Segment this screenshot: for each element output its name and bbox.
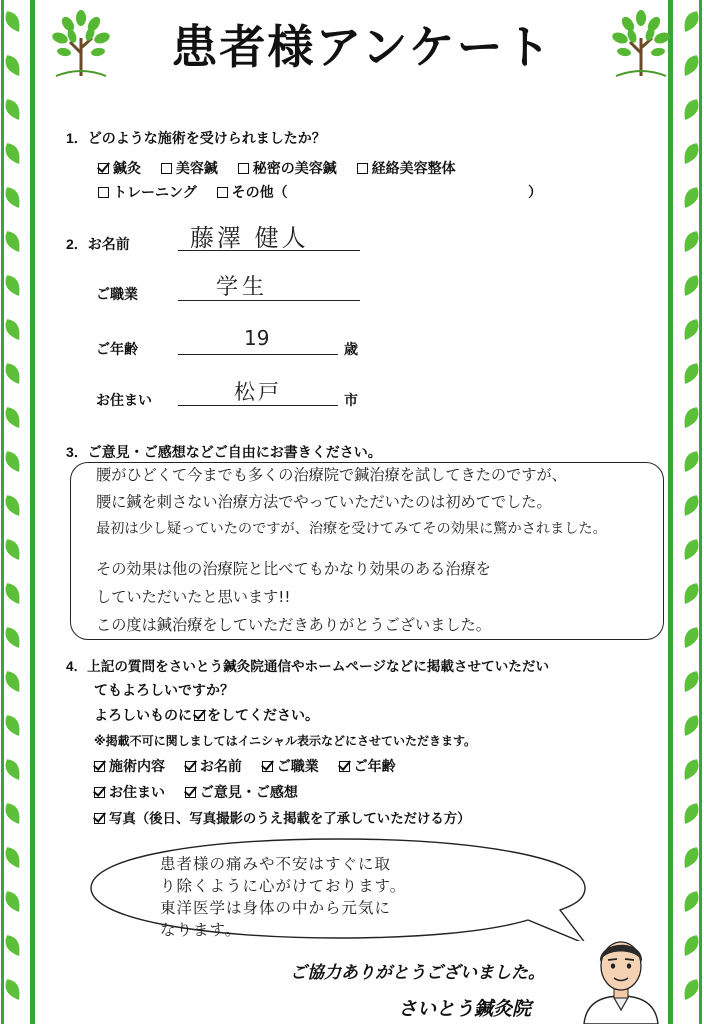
clinic-name: さいとう鍼灸院 bbox=[398, 998, 532, 1020]
leaf-icon bbox=[680, 8, 702, 35]
publish-option-address[interactable]: お住まい bbox=[94, 782, 165, 802]
publish-option-job[interactable]: ご職業 bbox=[262, 756, 319, 776]
q4-options-row-2 bbox=[94, 782, 314, 802]
page-title: 患者様アンケート bbox=[171, 20, 553, 74]
leaf-icon bbox=[680, 448, 702, 475]
checkbox-beauty-needle[interactable] bbox=[161, 163, 172, 174]
q4-instruction: よろしいものに をしてください。 bbox=[94, 707, 319, 723]
leaf-icon bbox=[680, 536, 702, 563]
comment-line: 腰がひどくて今までも多くの治療院で鍼治療を試してきたのですが、 bbox=[96, 466, 567, 484]
option-other[interactable]: その他（ bbox=[217, 182, 288, 202]
leaf-icon bbox=[2, 8, 24, 35]
job-label: ご職業 bbox=[96, 286, 138, 302]
leaf-icon bbox=[2, 932, 24, 959]
comment-line: 最初は少し疑っていたのですが、治療を受けてみてその効果に驚かされました。 bbox=[96, 521, 607, 537]
option-meridian-beauty[interactable]: 経絡美容整体 bbox=[357, 158, 456, 178]
leaf-icon bbox=[680, 272, 702, 299]
leaf-icon bbox=[680, 96, 702, 123]
comment-line: していただいたと思います!! bbox=[96, 588, 291, 606]
option-acupuncture[interactable]: 鍼灸 bbox=[98, 158, 141, 178]
checkbox-other[interactable] bbox=[217, 187, 228, 198]
tree-icon-right bbox=[610, 8, 672, 78]
question-3-label: 3．ご意見・ご感想などご自由にお書きください。 bbox=[66, 444, 382, 460]
other-close-paren: ） bbox=[528, 184, 542, 200]
publish-option-photo[interactable]: 写真（後日、写真撮影のうえ掲載を了承していただける方） bbox=[94, 808, 471, 827]
q4-options-row-3 bbox=[94, 808, 487, 827]
checkbox-publish-name[interactable] bbox=[185, 761, 196, 772]
leaf-icon bbox=[680, 712, 702, 739]
leaf-icon bbox=[2, 228, 24, 255]
leaf-icon bbox=[680, 580, 702, 607]
leaf-icon bbox=[2, 52, 24, 79]
publish-option-comments[interactable]: ご意見・ご感想 bbox=[185, 782, 298, 802]
leaf-icon bbox=[2, 140, 24, 167]
publish-option-age[interactable]: ご年齢 bbox=[339, 756, 396, 776]
leaf-icon bbox=[680, 52, 702, 79]
leaf-icon bbox=[2, 492, 24, 519]
leaf-icon bbox=[2, 844, 24, 871]
leaf-icon bbox=[2, 316, 24, 343]
address-unit: 市 bbox=[344, 392, 358, 408]
leaf-icon bbox=[680, 624, 702, 651]
question-4-label-line-2: てもよろしいですか？ bbox=[94, 682, 234, 698]
leaf-icon bbox=[680, 844, 702, 871]
option-training[interactable]: トレーニング bbox=[98, 182, 197, 202]
q1-options-row-1 bbox=[98, 158, 472, 178]
checkbox-publish-comments[interactable] bbox=[185, 787, 196, 798]
border-stripe bbox=[1, 0, 4, 1024]
leaf-icon bbox=[2, 448, 24, 475]
leaf-icon bbox=[2, 360, 24, 387]
checkbox-publish-photo[interactable] bbox=[94, 813, 105, 824]
leaf-icon bbox=[2, 96, 24, 123]
leaf-icon bbox=[2, 272, 24, 299]
publish-option-treatment[interactable]: 施術内容 bbox=[94, 756, 165, 776]
leaf-icon bbox=[2, 580, 24, 607]
age-underline bbox=[178, 354, 338, 355]
checkbox-training[interactable] bbox=[98, 187, 109, 198]
checkbox-secret-beauty-needle[interactable] bbox=[238, 163, 249, 174]
comment-line: 腰に鍼を刺さない治療方法でやっていただいたのは初めてでした。 bbox=[96, 493, 552, 511]
checkbox-publish-treatment[interactable] bbox=[94, 761, 105, 772]
leaf-icon bbox=[680, 316, 702, 343]
name-value[interactable]: 藤澤 健人 bbox=[190, 224, 309, 252]
right-leaf-border bbox=[666, 0, 704, 1024]
leaf-icon bbox=[680, 404, 702, 431]
left-leaf-border bbox=[0, 0, 38, 1024]
checkbox-meridian-beauty[interactable] bbox=[357, 163, 368, 174]
age-value[interactable]: 19 bbox=[244, 326, 270, 350]
job-underline bbox=[178, 300, 360, 301]
comment-line: この度は鍼治療をしていただきありがとうございました。 bbox=[96, 616, 491, 634]
leaf-icon bbox=[680, 360, 702, 387]
q4-note: ※掲載不可に関しましてはイニシャル表示などにさせていただきます。 bbox=[94, 734, 476, 748]
address-value[interactable]: 松戸 bbox=[234, 380, 282, 404]
option-beauty-needle[interactable]: 美容鍼 bbox=[161, 158, 218, 178]
comment-line: その効果は他の治療院と比べてもかなり効果のある治療を bbox=[96, 560, 491, 578]
bubble-line: 患者様の痛みや不安はすぐに取 bbox=[160, 855, 392, 873]
checkbox-acupuncture[interactable] bbox=[98, 163, 109, 174]
q4-options-row-1 bbox=[94, 756, 412, 776]
leaf-icon bbox=[680, 492, 702, 519]
job-value[interactable]: 学生 bbox=[216, 275, 269, 300]
publish-option-name[interactable]: お名前 bbox=[185, 756, 242, 776]
check-sample-icon bbox=[194, 710, 205, 721]
leaf-icon bbox=[680, 228, 702, 255]
question-1-label: 1．どのような施術を受けられましたか？ bbox=[66, 130, 326, 146]
leaf-icon bbox=[680, 976, 702, 1003]
tree-icon-left bbox=[50, 8, 112, 78]
thanks-message: ご協力ありがとうございました。 bbox=[290, 963, 545, 983]
leaf-icon bbox=[2, 712, 24, 739]
bubble-line: り除くように心がけております。 bbox=[160, 877, 407, 895]
bubble-line: 東洋医学は身体の中から元気に bbox=[160, 899, 392, 917]
leaf-icon bbox=[2, 800, 24, 827]
leaf-icon bbox=[680, 184, 702, 211]
doctor-illustration-icon bbox=[578, 926, 664, 1024]
checkbox-publish-age[interactable] bbox=[339, 761, 350, 772]
leaf-icon bbox=[680, 932, 702, 959]
leaf-icon bbox=[680, 888, 702, 915]
leaf-icon bbox=[680, 668, 702, 695]
leaf-icon bbox=[680, 756, 702, 783]
leaf-icon bbox=[2, 668, 24, 695]
leaf-icon bbox=[2, 536, 24, 563]
question-2-name-label: 2．お名前 bbox=[66, 236, 130, 252]
q1-options-row-2 bbox=[98, 182, 304, 202]
checkbox-publish-address[interactable] bbox=[94, 787, 105, 798]
checkbox-publish-job[interactable] bbox=[262, 761, 273, 772]
leaf-icon bbox=[2, 756, 24, 783]
question-4-label-line-1: 4．上記の質問をさいとう鍼灸院通信やホームページなどに掲載させていただい bbox=[66, 659, 550, 674]
bubble-line: なります。 bbox=[160, 921, 242, 939]
age-unit: 歳 bbox=[344, 341, 358, 357]
option-secret-beauty-needle[interactable]: 秘密の美容鍼 bbox=[238, 158, 337, 178]
leaf-icon bbox=[2, 404, 24, 431]
border-stripe bbox=[699, 0, 702, 1024]
leaf-icon bbox=[680, 140, 702, 167]
leaf-icon bbox=[2, 184, 24, 211]
age-label: ご年齢 bbox=[96, 341, 138, 357]
leaf-icon bbox=[2, 624, 24, 651]
leaf-icon bbox=[680, 800, 702, 827]
border-stripe bbox=[30, 0, 35, 1024]
leaf-icon bbox=[2, 888, 24, 915]
border-stripe bbox=[668, 0, 673, 1024]
leaf-icon bbox=[2, 976, 24, 1003]
address-label: お住まい bbox=[96, 392, 152, 408]
